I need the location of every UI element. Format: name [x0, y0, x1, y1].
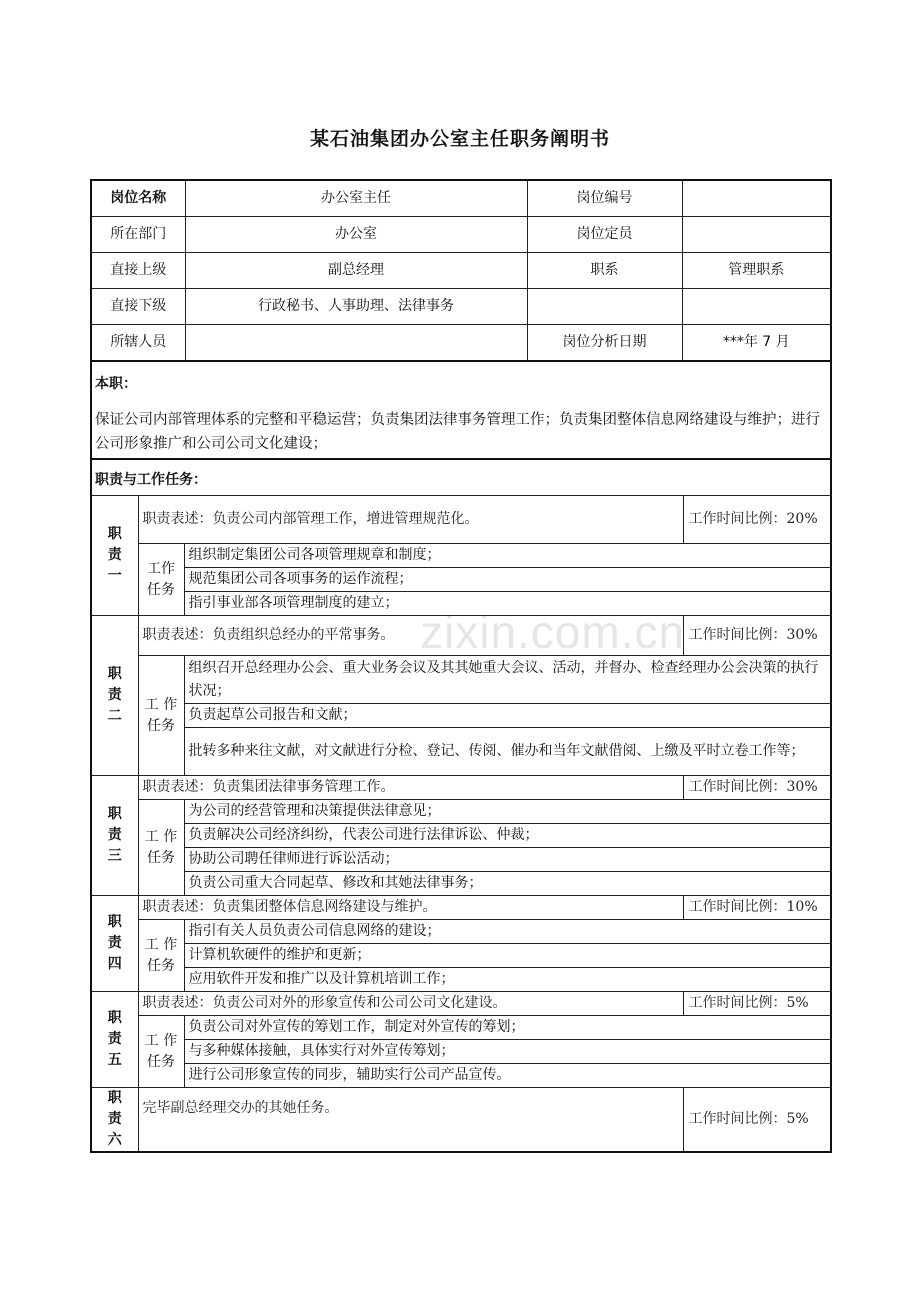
info-value	[682, 180, 831, 217]
info-row-superior	[91, 253, 831, 289]
info-value	[682, 217, 831, 253]
duty-task-row	[91, 1064, 831, 1088]
duty-task-row	[91, 824, 831, 848]
duty-time-ratio: 工作时间比例：30%	[683, 616, 831, 656]
info-value: 办公室	[185, 217, 527, 253]
info-row-department	[91, 217, 831, 253]
work-task-label: 工 作 任务	[138, 920, 184, 992]
info-label: 所在部门	[91, 217, 185, 253]
info-value: 副总经理	[185, 253, 527, 289]
duty-task-item: 负责起草公司报告和文献；	[184, 704, 831, 728]
duty-task-item: 批转多种来往文献，对文献进行分检、登记、传阅、催办和当年文献借阅、上缴及平时立卷工作等；	[184, 728, 831, 776]
info-row-subordinate	[91, 289, 831, 325]
info-row-staff	[91, 325, 831, 362]
duty-name: 职 责 六	[91, 1088, 138, 1153]
info-value: 行政秘书、人事助理、法律事务	[185, 289, 527, 325]
duty-name: 职 责 二	[91, 616, 138, 776]
duty-name: 职 责 五	[91, 992, 138, 1088]
duty-desc-row	[91, 776, 831, 800]
duty-task-item: 组织召开总经理办公会、重大业务会议及其其她重大会议、活动，并督办、检查经理办公会决策的执行状况；	[184, 656, 831, 704]
duty-task-row	[91, 872, 831, 896]
duty-name: 职 责 四	[91, 896, 138, 992]
info-value: 办公室主任	[185, 180, 527, 217]
info-value: 管理职系	[682, 253, 831, 289]
watermark: zixin.com.cn	[420, 606, 686, 658]
work-task-label: 工作 任务	[138, 544, 184, 616]
info-value	[682, 289, 831, 325]
duty-task-row	[91, 656, 831, 704]
duty-task-row	[91, 568, 831, 592]
info-label: 岗位编号	[527, 180, 682, 217]
duty-task-item: 与多种媒体接触，具体实行对外宣传筹划；	[184, 1040, 831, 1064]
duty-description: 职责表述：负责公司对外的形象宣传和公司公司文化建设。	[138, 992, 683, 1016]
duty-task-row	[91, 728, 831, 776]
duties-section-header	[90, 460, 832, 495]
duty-task-row	[91, 848, 831, 872]
info-value: ***年 7 月	[682, 325, 831, 362]
page-title: 某石油集团办公室主任职务阐明书	[309, 128, 610, 150]
work-task-label: 工 作 任务	[138, 656, 184, 776]
duty-time-ratio: 工作时间比例：5%	[683, 992, 831, 1016]
info-row-position-name	[91, 180, 831, 217]
duty-description: 职责表述：负责组织总经办的平常事务。	[138, 616, 683, 656]
info-label: 岗位名称	[91, 180, 185, 217]
duty-desc-row	[91, 896, 831, 920]
work-task-label: 工 作 任务	[138, 1016, 184, 1088]
duty-task-item: 指引有关人员负责公司信息网络的建设；	[184, 920, 831, 944]
section-header-duties: 职责与工作任务：	[95, 472, 207, 488]
duty-time-ratio: 工作时间比例：10%	[683, 896, 831, 920]
info-label: 直接上级	[91, 253, 185, 289]
info-value	[185, 325, 527, 362]
info-label: 所辖人员	[91, 325, 185, 362]
main-responsibility-section	[90, 360, 832, 460]
duty-description: 职责表述：负责集团整体信息网络建设与维护。	[138, 896, 683, 920]
info-label: 职系	[527, 253, 682, 289]
info-label	[527, 289, 682, 325]
duty-desc-row	[91, 992, 831, 1016]
duty-task-item: 协助公司聘任律师进行诉讼活动；	[184, 848, 831, 872]
info-label: 岗位定员	[527, 217, 682, 253]
duty-description: 完毕副总经理交办的其她任务。	[138, 1088, 683, 1153]
duty-task-row	[91, 592, 831, 616]
duty-task-item: 进行公司形象宣传的同步，辅助实行公司产品宣传。	[184, 1064, 831, 1088]
duty-task-row	[91, 968, 831, 992]
duty-description: 职责表述：负责集团法律事务管理工作。	[138, 776, 683, 800]
duty-desc-row	[91, 496, 831, 544]
duty-name: 职 责 三	[91, 776, 138, 896]
duty-desc-row	[91, 616, 831, 656]
section-header-benzhi: 本职：	[95, 376, 137, 392]
main-responsibility-text: 保证公司内部管理体系的完整和平稳运营；负责集团法律事务管理工作；负责集团整体信息网络建设与维护；进行公司形象推广和公司公司文化建设；	[95, 412, 820, 452]
duty-time-ratio: 工作时间比例：30%	[683, 776, 831, 800]
duty-desc-row	[91, 1088, 831, 1153]
duty-time-ratio: 工作时间比例：20%	[683, 496, 831, 544]
duty-task-item: 应用软件开发和推广以及计算机培训工作；	[184, 968, 831, 992]
duty-description: 职责表述：负责公司内部管理工作，增进管理规范化。	[138, 496, 683, 544]
position-info-table	[90, 179, 832, 362]
info-label: 直接下级	[91, 289, 185, 325]
duty-task-row	[91, 800, 831, 824]
duty-name: 职 责 一	[91, 496, 138, 616]
duty-task-row	[91, 1016, 831, 1040]
duty-task-item: 组织制定集团公司各项管理规章和制度；	[184, 544, 831, 568]
duty-task-row	[91, 704, 831, 728]
duty-task-item: 负责公司重大合同起草、修改和其她法律事务；	[184, 872, 831, 896]
duty-task-item: 负责公司对外宣传的筹划工作，制定对外宣传的筹划；	[184, 1016, 831, 1040]
duty-task-item: 指引事业部各项管理制度的建立；	[184, 592, 831, 616]
duties-table	[90, 495, 832, 1153]
duty-task-item: 为公司的经营管理和决策提供法律意见；	[184, 800, 831, 824]
duty-task-item: 计算机软硬件的维护和更新；	[184, 944, 831, 968]
duty-task-row	[91, 944, 831, 968]
duty-task-row	[91, 1040, 831, 1064]
duty-time-ratio: 工作时间比例：5%	[683, 1088, 831, 1153]
info-label: 岗位分析日期	[527, 325, 682, 362]
duty-task-item: 负责解决公司经济纠纷，代表公司进行法律诉讼、仲裁；	[184, 824, 831, 848]
duty-task-item: 规范集团公司各项事务的运作流程；	[184, 568, 831, 592]
duty-task-row	[91, 544, 831, 568]
duty-task-row	[91, 920, 831, 944]
work-task-label: 工 作 任务	[138, 800, 184, 896]
